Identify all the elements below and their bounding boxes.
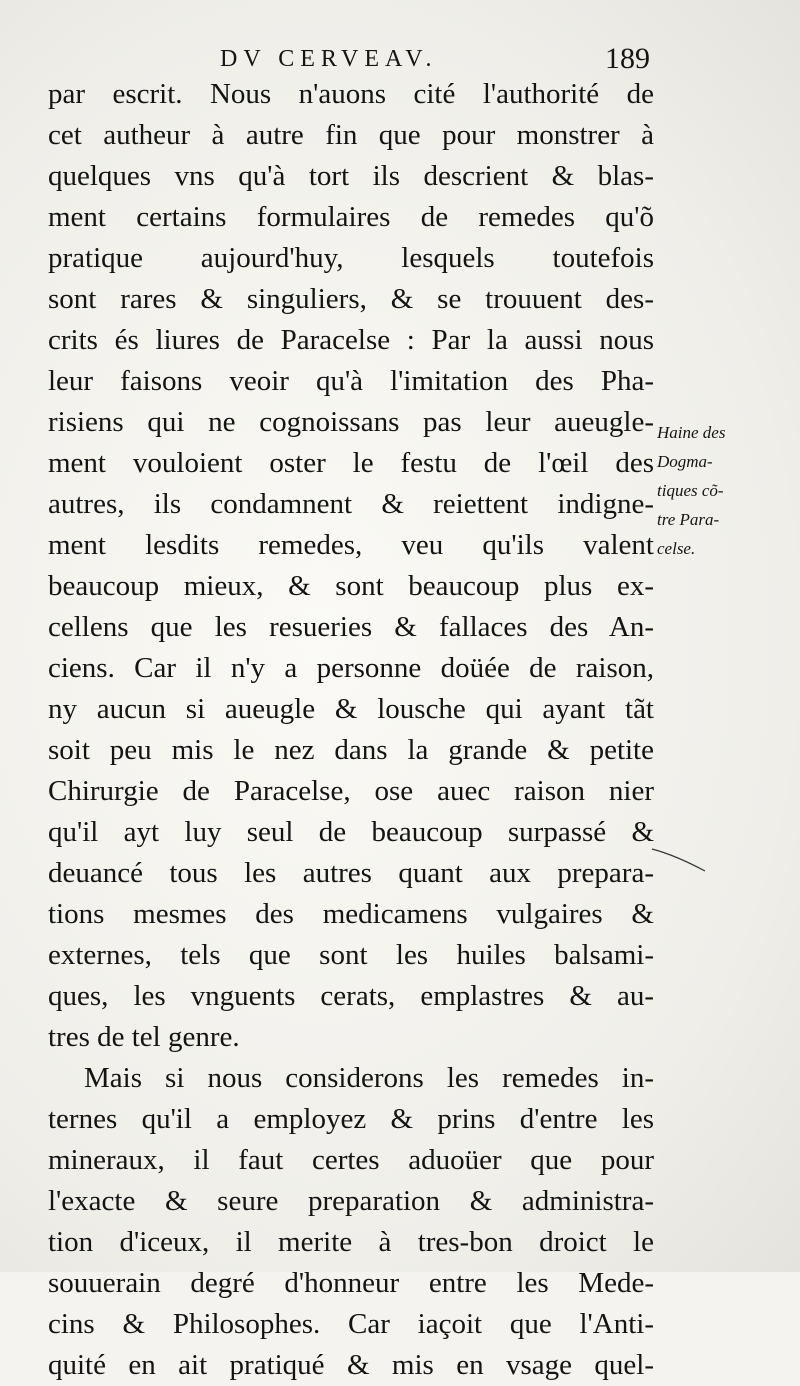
text-line: quité en ait pratiqué & mis en vsage quel- — [48, 1349, 654, 1381]
text-line: tion d'iceux, il merite à tres-bon droict le — [48, 1226, 654, 1258]
text-line: Chirurgie de Paracelse, ose auec raison nier — [48, 775, 654, 807]
text-line: ciens. Car il n'y a personne doüée de raison, — [48, 652, 654, 684]
text-line: risiens qui ne cognoissans pas leur aueugle- — [48, 406, 654, 438]
text-line: ny aucun si aueugle & lousche qui ayant tãt — [48, 693, 654, 725]
text-line: ques, les vnguents cerats, emplastres & au- — [48, 980, 654, 1012]
text-line: mineraux, il faut certes aduoüer que pour — [48, 1144, 654, 1176]
text-line: externes, tels que sont les huiles balsami- — [48, 939, 654, 971]
margin-note-line: tiques cõ- — [657, 481, 724, 500]
text-line: pratique aujourd'huy, lesquels toutefois — [48, 242, 654, 274]
margin-note-line: Haine des — [657, 423, 726, 442]
text-line: cins & Philosophes. Car iaçoit que l'Anti- — [48, 1308, 654, 1340]
text-line: l'exacte & seure preparation & administra- — [48, 1185, 654, 1217]
ink-stroke-mark — [650, 845, 710, 875]
text-line: autres, ils condamnent & reiettent indigne- — [48, 488, 654, 520]
text-line: quelques vns qu'à tort ils descrient & blas- — [48, 160, 654, 192]
text-line: cet autheur à autre fin que pour monstrer à — [48, 119, 654, 151]
text-line: par escrit. Nous n'auons cité l'authorité de — [48, 78, 654, 110]
text-line: souuerain degré d'honneur entre les Mede- — [48, 1267, 654, 1299]
margin-note-line: Dogma- — [657, 452, 713, 471]
text-line: deuancé tous les autres quant aux prepara- — [48, 857, 654, 889]
text-line: ment lesdits remedes, veu qu'ils valent — [48, 529, 654, 561]
text-line: tres de tel genre. — [48, 1021, 240, 1053]
text-line: ment vouloient oster le festu de l'œil des — [48, 447, 654, 479]
text-line: sont rares & singuliers, & se trouuent des- — [48, 283, 654, 315]
text-line: Mais si nous considerons les remedes in- — [84, 1062, 654, 1094]
margin-note — [657, 418, 777, 563]
main-text-block — [48, 74, 654, 1386]
text-line: soit peu mis le nez dans la grande & petite — [48, 734, 654, 766]
margin-note-line: tre Para- — [657, 510, 720, 529]
page-number: 189 — [605, 42, 650, 75]
text-line: beaucoup mieux, & sont beaucoup plus ex- — [48, 570, 654, 602]
text-line: ment certains formulaires de remedes qu'õ — [48, 201, 654, 233]
text-line: leur faisons veoir qu'à l'imitation des Pha- — [48, 365, 654, 397]
text-line: ternes qu'il a employez & prins d'entre les — [48, 1103, 654, 1135]
text-line: qu'il ayt luy seul de beaucoup surpassé & — [48, 816, 654, 848]
text-line: tions mesmes des medicamens vulgaires & — [48, 898, 654, 930]
text-line: crits és liures de Paracelse : Par la aussi nous — [48, 324, 654, 356]
running-head: DV CERVEAV. — [220, 46, 438, 72]
text-line: cellens que les resueries & fallaces des An- — [48, 611, 654, 643]
margin-note-line: celse. — [657, 539, 696, 558]
